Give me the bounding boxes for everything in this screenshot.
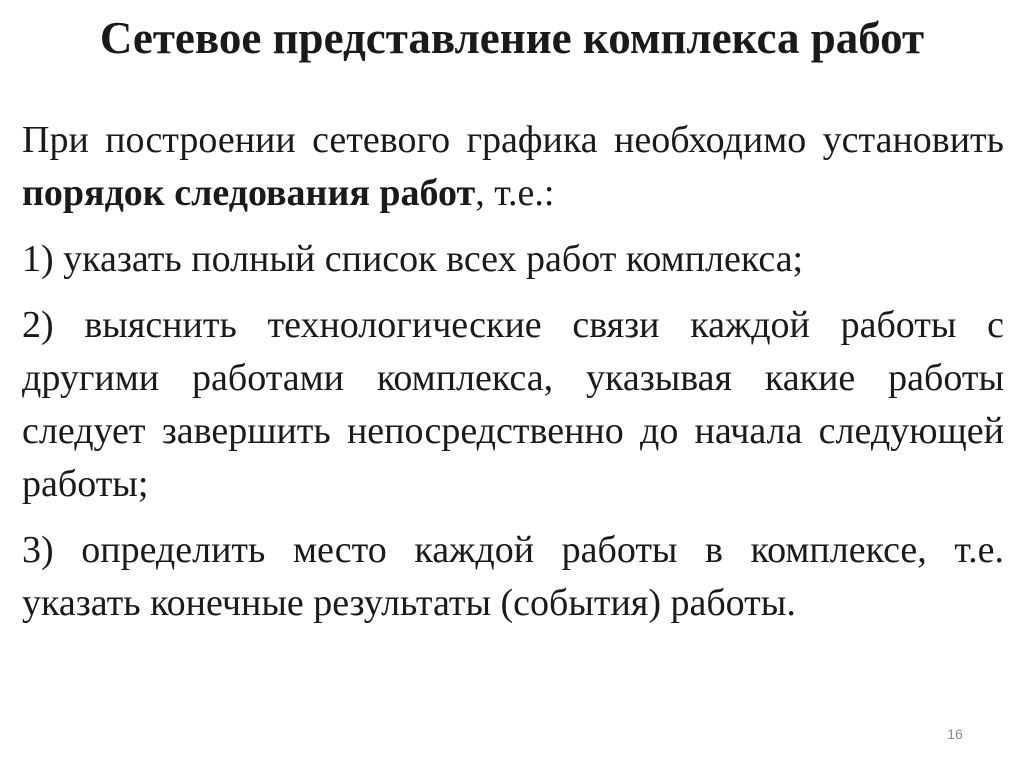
intro-paragraph [22, 114, 1004, 220]
list-item-3: 3) определить место каждой работы в комплексе, т.е. указать конечные результаты (события) работы. [22, 529, 1004, 624]
intro-text-end: , т.е.: [475, 172, 555, 214]
intro-text: При построении сетевого графика необходимо установить [22, 119, 1004, 161]
intro-bold-text: порядок следования работ [22, 172, 476, 214]
slide-body [22, 114, 1004, 643]
list-item-1: 1) указать полный список всех работ комплекса; [22, 238, 804, 280]
page-number: 16 [947, 726, 963, 742]
list-item-2: 2) выяснить технологические связи каждой работы с другими работами комплекса, указывая какие работы следует завершить непосредственно до начала следующей работы; [22, 304, 1004, 505]
slide-title: Сетевое представление комплекса работ [99, 13, 925, 63]
